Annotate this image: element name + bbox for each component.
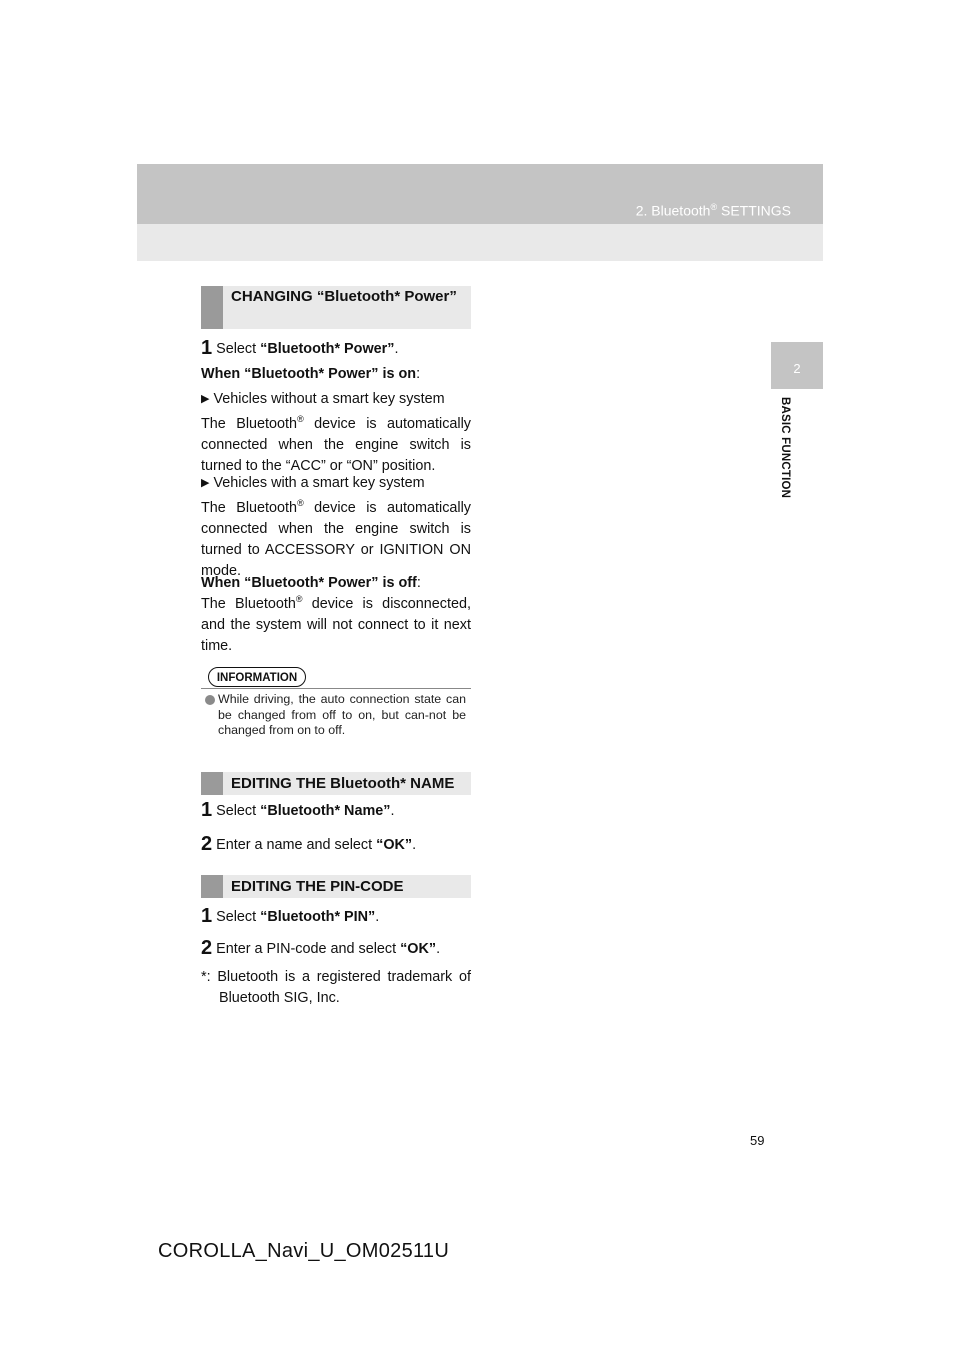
case-without-smart-key-text: The Bluetooth® device is automatically connected when the engine switch is turned to the “ACC” or “ON” position. xyxy=(201,414,472,474)
chapter-number: 2 xyxy=(793,361,801,376)
triangle-right-icon: ▶ xyxy=(201,393,210,405)
trademark-footnote: *: Bluetooth is a registered trademark of Bluetooth SIG, Inc. xyxy=(201,969,471,1006)
section-heading-pin xyxy=(201,875,471,898)
case-with-smart-key-text: The Bluetooth® device is automatically connected when the engine switch is turned to ACCESSORY or IGNITION ON mode. xyxy=(201,498,472,579)
section-heading-power xyxy=(201,286,471,329)
heading-text: EDITING THE PIN-CODE xyxy=(231,878,404,895)
when-off-label: When “Bluetooth* Power” is off: xyxy=(201,575,421,591)
step-select-pin: 1 Select “Bluetooth* PIN”. xyxy=(201,905,380,927)
heading-bar xyxy=(201,772,223,795)
step-enter-name: 2 Enter a name and select “OK”. xyxy=(201,833,417,855)
document-code: COROLLA_Navi_U_OM02511U xyxy=(158,1240,450,1262)
chapter-tab xyxy=(771,342,823,389)
step-enter-pin: 2 Enter a PIN-code and select “OK”. xyxy=(201,937,441,959)
information-badge: INFORMATION xyxy=(208,667,306,687)
when-on-label: When “Bluetooth* Power” is on: xyxy=(201,366,421,382)
information-text: While driving, the auto connection state can be changed from off to on, but can-not be changed from on to off. xyxy=(218,692,466,737)
header-subbar xyxy=(137,224,823,261)
heading-bar xyxy=(201,875,223,898)
chapter-title: 2. Bluetooth® SETTINGS xyxy=(635,202,791,219)
heading-text: CHANGING “Bluetooth* Power” xyxy=(231,288,457,305)
information-divider xyxy=(201,688,471,689)
when-off-text: The Bluetooth® device is disconnected, and the system will not connect to it next time. xyxy=(201,594,471,654)
bullet-icon xyxy=(205,695,215,705)
case-with-smart-key: ▶ Vehicles with a smart key system xyxy=(201,475,425,491)
triangle-right-icon: ▶ xyxy=(201,477,210,489)
step-select-name: 1 Select “Bluetooth* Name”. xyxy=(201,799,395,821)
chapter-label: BASIC FUNCTION xyxy=(779,397,791,499)
heading-bar xyxy=(201,286,223,329)
page-number: 59 xyxy=(750,1133,765,1148)
step-select-power: 1 Select “Bluetooth* Power”. xyxy=(201,337,399,359)
heading-text: EDITING THE Bluetooth* NAME xyxy=(231,775,455,792)
header-bar xyxy=(137,164,823,224)
case-without-smart-key: ▶ Vehicles without a smart key system xyxy=(201,391,445,407)
section-heading-name xyxy=(201,772,471,795)
